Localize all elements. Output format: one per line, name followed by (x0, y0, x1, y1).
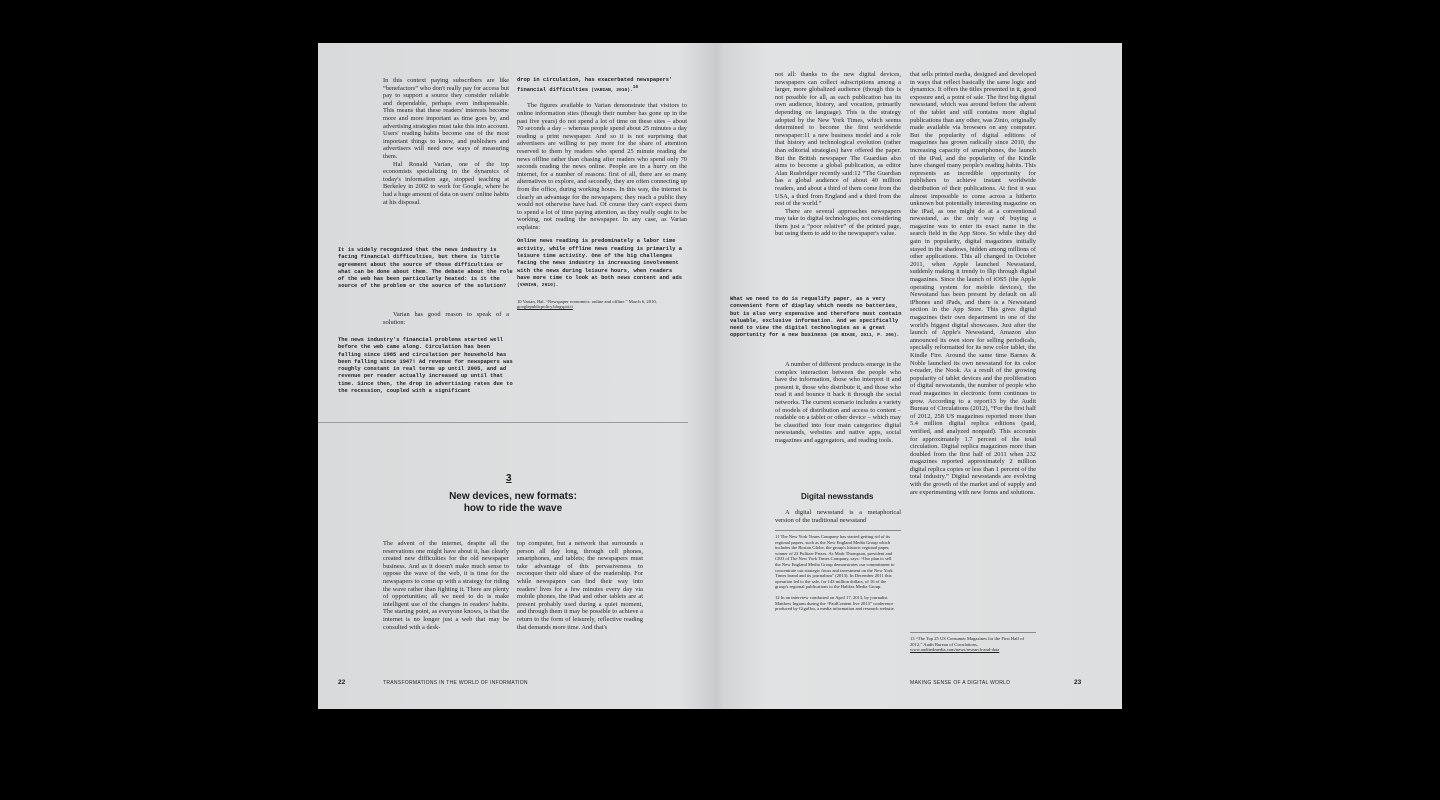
right-column-1c (775, 509, 901, 524)
footnote-link[interactable]: www.auditedmedia.com/news/research-and-data (910, 647, 1000, 653)
left-bottom-column-1: The advent of the internet, despite all the reservations one might have about it, has clearly created new difficulties for the old newspaper business. And as it doesn't make much sense to oppose the wave of the web, it is time for the newspapers to come up with a strategy for riding the wave rather than fighting it. There are plenty of opportunities; all we need to do is make intelligent use of the changes in readers' habits. The starting point, as everyone knows, is that the internet is no longer just a web that may be consulted with a desk- (383, 540, 509, 631)
right-pullquote: What we need to do is requalify paper, as a very convenient form of display which needs no batteries, but is also very expensive and therefore must contain valuable, exclusive information. And we specifically need to view the digital technologies as a great opportunity for a new business (DE BIASE, 2011, P. 266). (730, 296, 902, 339)
section-subhead: Digital newsstands (801, 492, 874, 501)
left-bottom-column-2: top computer, but a network that surrounds a person all day long, through cell phones, smartphones, and tablets; the newspapers must take advantage of this pervasiveness to reconquer their old share of the readership. For while newspapers can find their way into readers' lives for a few minutes every day via mobile phones, the iPad and other tablets are at present probably used during a quiet moment, and through them it may be possible to achieve a return to the form of leisurely, reflective reading that demands more time. And that's (517, 540, 643, 631)
paragraph: not all: thanks to the new digital devices, newspapers can collect subscriptions among a larger, more globalized audience (though this is not possible for all, as each publication has its own audience, history, and vocation, primarily depending on language). This is the strategy adopted by the New York Times, which seems determined to become the first worldwide newspaper:11 a new business model and a role that history and technological evolution (rather than editorial strategies) have offered the paper. But the British newspaper The Guardian also aims to become a global publication, as editor Alan Rusbridger recently said:12 “The Guardian has a global audience of about 40 million readers, and about a third of them come from the USA, a third from England and a third from the rest of the world.” (775, 71, 901, 208)
block-quote-end: drop in circulation, has exacerbated newspapers' financial difficulties (VARIAN, 2010).$^{10}$ (517, 77, 673, 94)
right-footnotes (775, 534, 897, 612)
left-pullquote: It is widely recognized that the news industry is facing financial difficulties, but there is little agreement about the source of those difficulties or what can be done about them. The debate about the role of the web has been particularly heated: is it the source of the problem or the source of the solution? (338, 247, 513, 290)
footnote-13: 13 “The Top 25 US Consumer Magazines for the First Half of 2012,” Audit Bureau of Circulations, www.auditedmedia.com/news/research-and-data (910, 636, 1025, 653)
paragraph: The figures available to Varian demonstrate that visitors to online information sites (though their number has gone up in the past five years) do not spend a lot of time on these sites – about 70 seconds a day – whereas people spend about 25 minutes a day reading a print newspaper. And so it is not surprising that advertisers are willing to pay more for the share of attention reserved to them by readers who spend 25 minute reading the news offline rather than chasing after readers who spend only 70 seconds reading the news online. People are in a hurry on the internet, for a number of reasons: first of all, there are so many alternatives to explore, and secondly, they are often connecting up from the office, during working hours. In this way, the internet is clearly an advantage for the newspapers; they reach a public they would not otherwise have had. Of course they can't expect them to spend a lot of time paying attention, as they really ought to be working, not reading the newspaper. In any case, as Varian explains: (517, 102, 687, 231)
section-divider (318, 422, 688, 423)
running-head: MAKING SENSE OF A DIGITAL WORLD (910, 680, 1011, 686)
paragraph: Varian has good reason to speak of a solution: (383, 311, 509, 326)
footnote-rule (775, 530, 901, 531)
right-column-1 (775, 71, 901, 238)
paragraph: A number of different products emerge in the complex interaction between the people who have the information, those who interpret it and present it, those who distribute it, and those who read it and bounce it back it through the social networks. The current scenario includes a variety of models of distribution and access to content – readable on a tablet or other device – which may be classified into four main categories: digital newsstands, websites and native apps, social magazines and aggregators, and reading tools. (775, 361, 901, 444)
book-spread (318, 43, 1122, 709)
paragraph: A digital newsstand is a metaphorical version of the traditional newsstand (775, 509, 901, 524)
footnote-link[interactable]: googlepublicpolicy.blogspot.it (517, 304, 573, 310)
right-page (715, 43, 1122, 709)
footnote-12: 12 In an interview conducted on April 17, 2013, by journalist Matthew Ingram during the “PaidContent live 2013” conference produced by GigaOm, a media information and research website. (775, 594, 895, 612)
left-column-1 (383, 77, 509, 206)
page-number: 23 (1074, 679, 1082, 686)
paragraph: Hal Ronald Varian, one of the top economists specializing in the dynamics of today's information age, stopped teaching at Berkeley in 2002 to work for Google, where he had a huge amount of data on users' online habits at his disposal. (383, 160, 509, 206)
footnote-11: 11 The New York Times Company has started getting rid of its regional papers, such as the New England Media Group which includes the Boston Globe, the group's historic regional paper, winner of 22 Pulitzer Prizes. As Mark Thompson, president and CEO of The New York Times Company, says: “Our plan to sell the New England Media Group demonstrates our commitment to concentrate our strategic focus and investment on the New York Times brand and its journalism” (2013). In December 2011 this operation led to the sale, for 143 million dollars, of 16 of the group's regional publications to the Halifax Media Group. (775, 534, 895, 590)
paragraph: In this context paying subscribers are like “benefactors” who don't really pay for access but pay to support a source they consider reliable and dependable, perhaps even indispensable. This means that these readers' interests become more and more important as time goes by, and advertising strategies must take this into account. Users' reading habits become one of the most important things to know, and publishers and advertisers will need new ways of measuring them. (383, 77, 509, 160)
chapter-title: New devices, new formats: how to ride the wave (449, 491, 577, 514)
running-head: TRANSFORMATIONS IN THE WORLD OF INFORMATION (383, 680, 528, 686)
footnote-10: 10 Varian, Hal. “Newspaper economics: online and offline.” March 6, 2010, googlepublicpolicy.blogspot.it (517, 298, 657, 310)
block-quote: Online news reading is predominately a labor time activity, while offline news reading is primarily a leisure time activity. One of the big challenges facing the news industry is increasing involvement with the news during leisure hours, when readers have more time to look at both news content and ads (VARIAN, 2010). (517, 238, 682, 289)
footnote-rule (910, 632, 1036, 633)
left-column-1b (383, 311, 509, 326)
left-column-2 (517, 77, 687, 310)
chapter-number: 3 (506, 473, 512, 484)
left-page (318, 43, 715, 709)
left-block-quote: The news industry's financial problems started well before the web came along. Circulation has been falling since 1985 and circulation per household has been falling since 1947! Ad revenue for newspapers was roughly constant in real terms up until 2005, and ad revenue per reader actually increased up until that time. Since then, the drop in advertising rates due to the recession, coupled with a significant (338, 337, 513, 395)
paragraph: There are several approaches newspapers may take to digital technologies; not considering them just a “poor relative” of the printed page, but using them to add to the newspaper's value. (775, 207, 901, 238)
page-number: 22 (338, 679, 346, 686)
right-column-2: that sells printed media, designed and developed in ways that reflect basically the same logic and dynamics. It offers the titles presented in it, good exposure and, a point of sale. The first big digital newsstand, which was around before the advent of the tablet and still contains more digital publications than any other, was Zinio, originally made available via browsers on any computer. But the popularity of digital editions of magazines has grown radically since 2010, the increasing capacity of smartphones, the launch of the iPad, and the popularity of the Kindle have changed many people's reading habits. This represents an incredible opportunity for publishers to achieve instant worldwide distribution of their publications. At first it was almost impossible to come across a hitherto unknown but potentially interesting magazine on the iPad, as one might do at a conventional newsstand, as the only way of buying a magazine was to enter its exact name in the search field in the App Store. So while they did gain in popularity, digital magazines initially stayed in the shadows, hidden among millions of other applications. This all changed in October 2011, when Apple launched Newsstand, suddenly making it trendy to flip through digital magazines. Since the launch of iOS5 (the Apple operating system for mobile devices), the Newsstand has been present by default on all iPhones and iPads, and there is a Newsstand section in the App Store. This gives digital magazines their own department in one of the world's biggest digital showcases. Just after the launch of Apple's Newsstand, Amazon also announced its own store for selling periodicals, specially reformatted for its new color tablet, the Kindle Fire. Around the same time Barnes & Noble launched its own newsstand for its color e-reader, the Nook. As a result of the growing popularity of tablet devices and the proliferation of digital newsstands, the number of people who read magazines in electronic form continues to grow. According to a report13 by the Audit Bureau of Circulations (2012), “For the first half of 2012, 258 US magazines reported more than 5.4 million digital replica editions (paid, verified, and analyzed nonpaid). This accounts for approximately 1.7 percent of the total circulation. Digital replica magazines more than doubled from the first half of 2011 when 232 magazines reported approximately 2 million digital replica copies or less than 1 percent of the total industry.” Digital newsstands are evolving with the growth of the market and of supply and are experimenting with new forms and solutions. (910, 71, 1036, 496)
right-column-1b (775, 361, 901, 445)
